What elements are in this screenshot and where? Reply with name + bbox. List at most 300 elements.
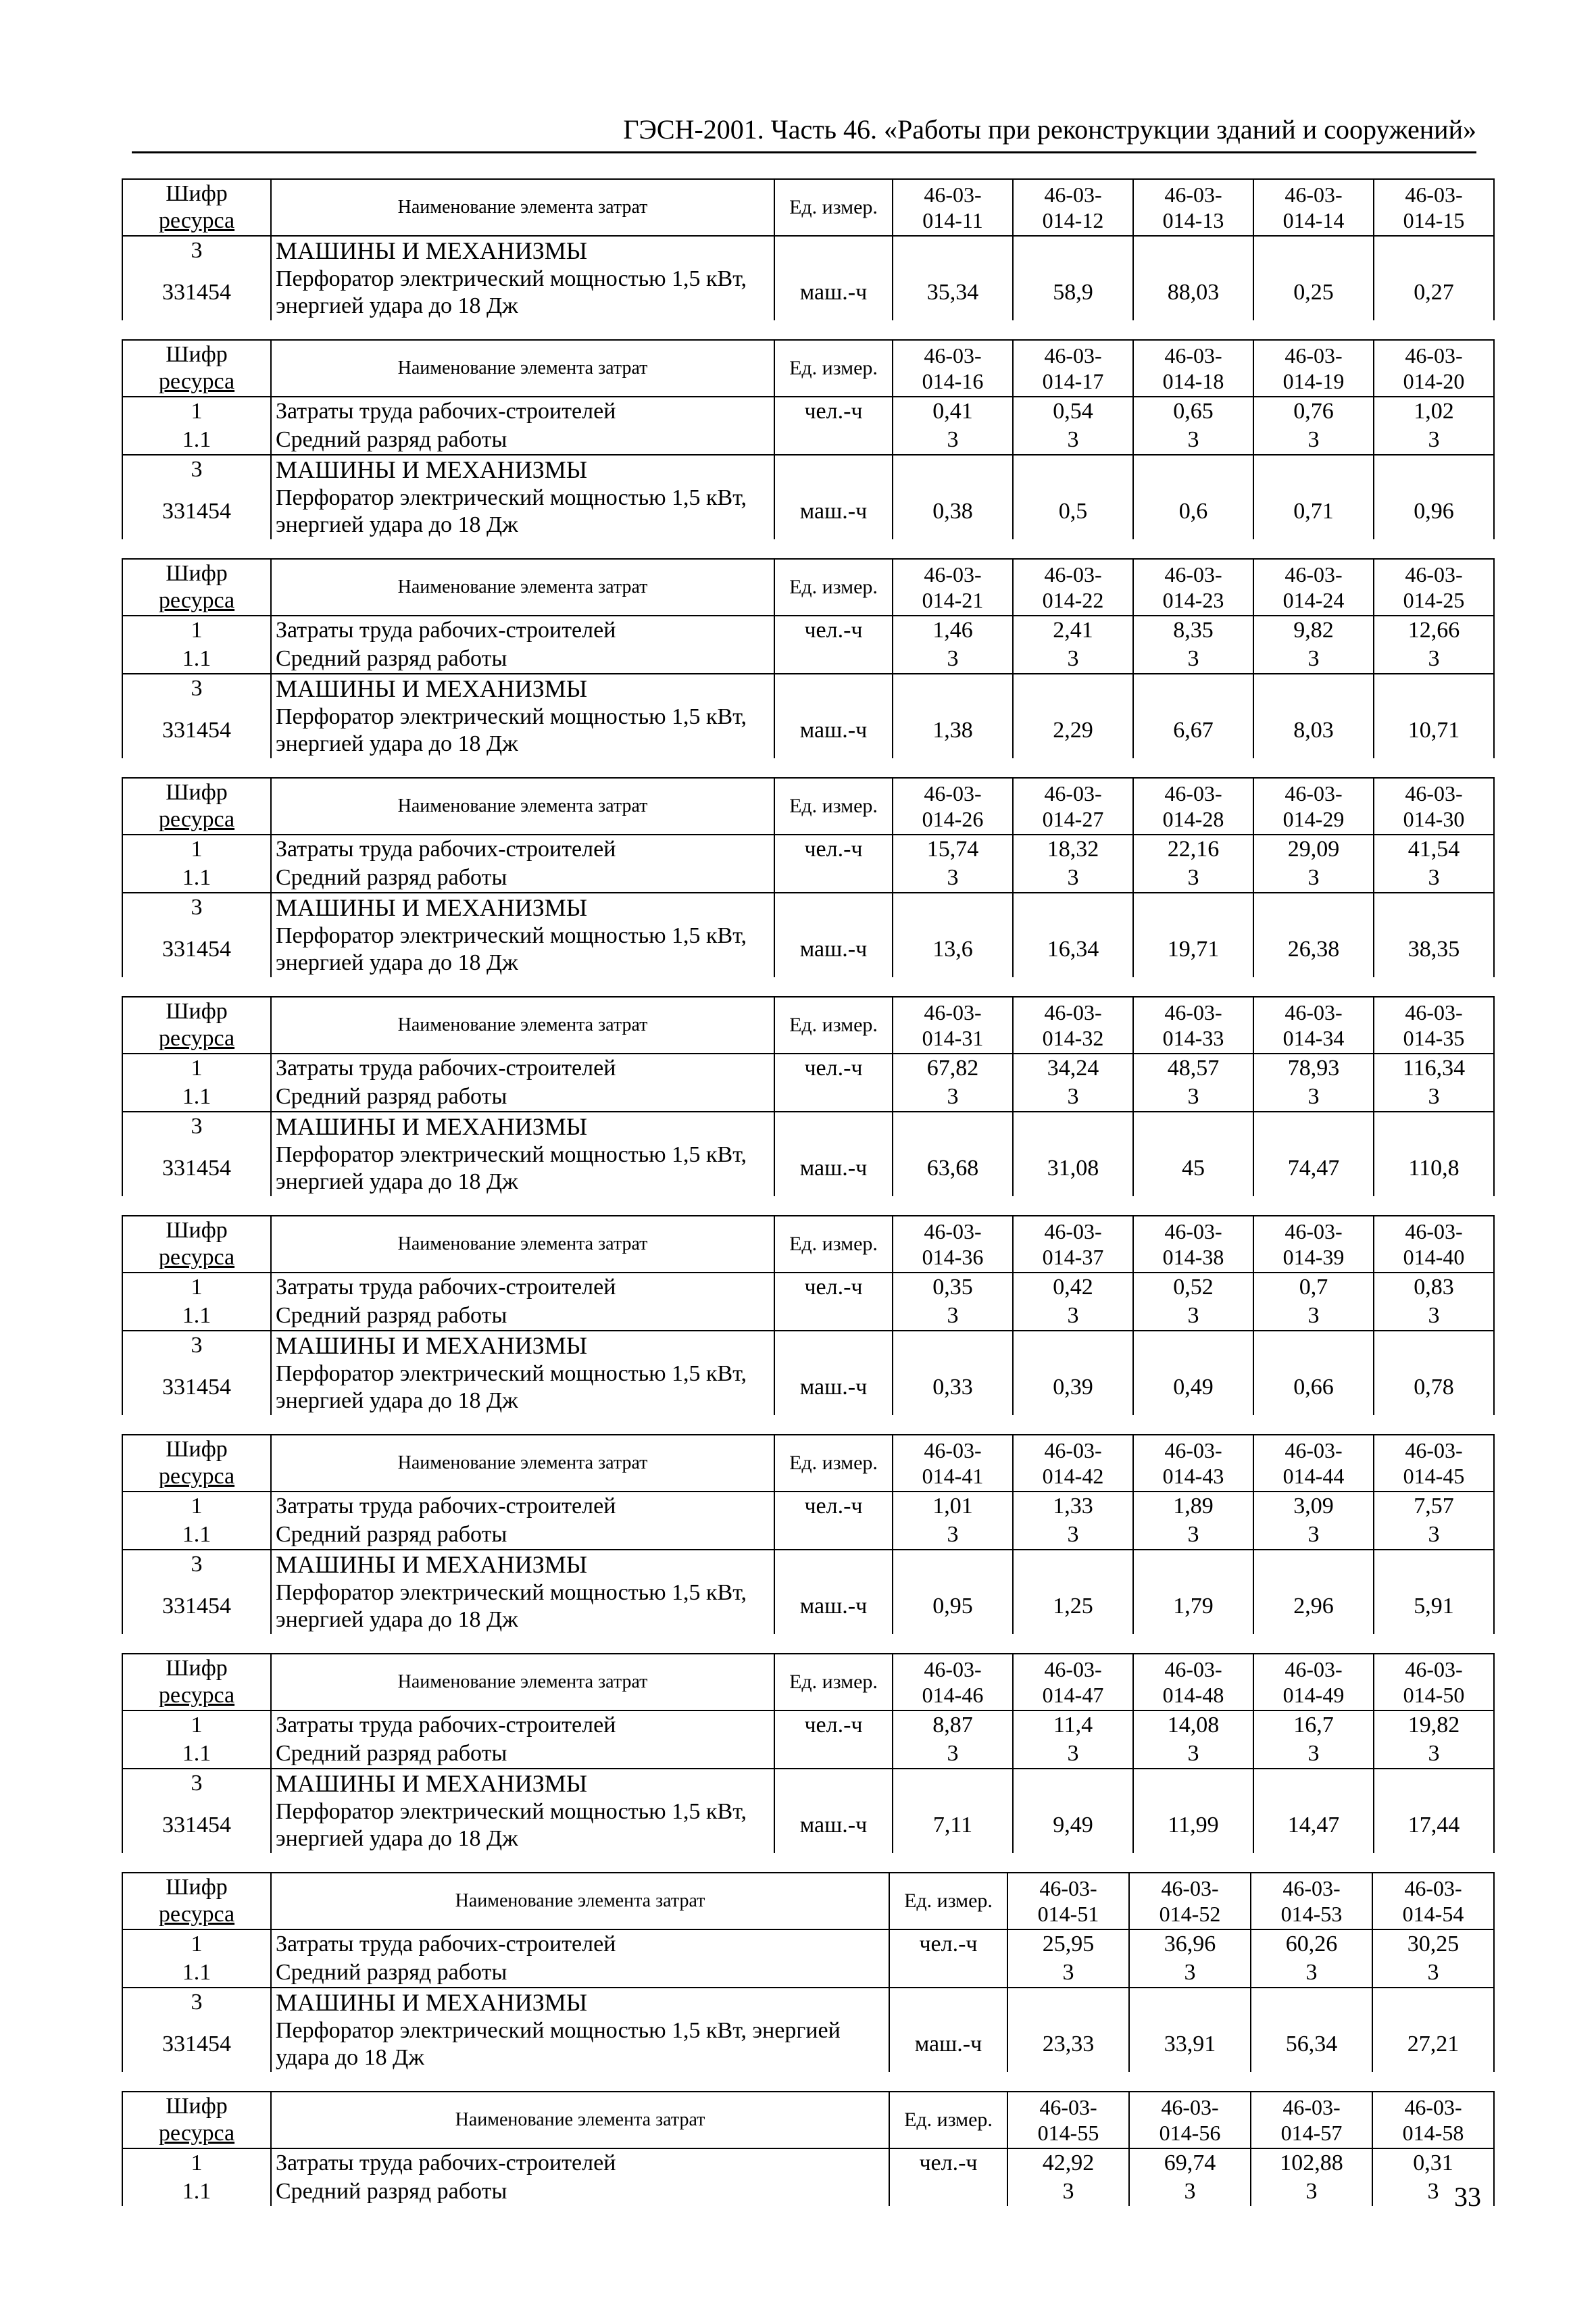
cell-value: 3 [1253, 1740, 1374, 1769]
norm-code-part1: 46-03- [924, 182, 982, 207]
norm-code-part1: 46-03- [1044, 562, 1102, 587]
table-header-row [122, 997, 1494, 1054]
cell-value: 3 [1374, 1521, 1494, 1550]
cell-unit [889, 1988, 1007, 2017]
table-row [122, 864, 1494, 893]
cell-value: 45 [1133, 1141, 1253, 1196]
cell-value: 3 [1253, 1302, 1374, 1331]
cell-value: 3 [1133, 426, 1253, 455]
norm-code-part2: 014-26 [922, 807, 984, 831]
header-name: Наименование элемента затрат [271, 179, 774, 236]
header-norm-code [893, 1654, 1013, 1710]
norm-code-part2: 014-14 [1282, 208, 1345, 232]
cell-value: 3 [893, 1740, 1013, 1769]
norm-code-part1: 46-03- [924, 562, 982, 587]
header-code-line2: ресурса [158, 807, 235, 832]
cell-name: МАШИНЫ И МЕХАНИЗМЫ [271, 1112, 774, 1141]
cell-name: Затраты труда рабочих-строителей [271, 835, 774, 864]
header-norm-code [1374, 559, 1494, 616]
header-code-line1: Шифр [166, 1437, 228, 1462]
cell-value [1013, 1550, 1133, 1579]
header-norm-code [1374, 179, 1494, 236]
cell-unit: маш.-ч [774, 1141, 893, 1196]
cell-name: Затраты труда рабочих-строителей [271, 1492, 774, 1521]
cell-unit [774, 1331, 893, 1360]
norm-table [122, 996, 1495, 1196]
norm-table [122, 1434, 1495, 1634]
header-norm-code [1133, 179, 1253, 236]
cell-name: Затраты труда рабочих-строителей [271, 616, 774, 645]
table-row [122, 397, 1494, 426]
header-name: Наименование элемента затрат [271, 1435, 774, 1492]
cell-name: Перфоратор электрический мощностью 1,5 кВт, энергией удара до 18 Дж [271, 1579, 774, 1634]
cell-value [1253, 674, 1374, 703]
norm-code-part1: 46-03- [1164, 781, 1222, 806]
norm-code-part2: 014-55 [1037, 2121, 1099, 2145]
norm-code-part1: 46-03- [1044, 343, 1102, 368]
table-row [122, 645, 1494, 674]
norm-code-part1: 46-03- [1285, 1219, 1343, 1244]
cell-value [1374, 893, 1494, 922]
cell-value: 58,9 [1013, 265, 1133, 320]
cell-value: 9,49 [1013, 1798, 1133, 1853]
cell-value: 3 [1253, 1083, 1374, 1112]
cell-value [893, 674, 1013, 703]
cell-value [1013, 893, 1133, 922]
cell-value [1013, 674, 1133, 703]
header-norm-code [1013, 340, 1133, 397]
header-name: Наименование элемента затрат [271, 1654, 774, 1710]
header-norm-code [1013, 1435, 1133, 1492]
cell-value: 3 [1372, 1959, 1494, 1988]
cell-name: Затраты труда рабочих-строителей [271, 1054, 774, 1083]
norm-code-part2: 014-48 [1162, 1683, 1224, 1707]
cell-code: 1 [122, 397, 271, 426]
cell-value: 30,25 [1372, 1929, 1494, 1959]
cell-value: 0,95 [893, 1579, 1013, 1634]
cell-value [1374, 1769, 1494, 1798]
norm-code-part1: 46-03- [1405, 1657, 1463, 1681]
cell-code: 3 [122, 1550, 271, 1579]
norm-code-part2: 014-40 [1403, 1245, 1465, 1269]
norm-code-part2: 014-18 [1162, 369, 1224, 393]
table-row [122, 426, 1494, 455]
cell-value: 1,38 [893, 703, 1013, 758]
cell-value: 3 [1129, 1959, 1251, 1988]
cell-name: Затраты труда рабочих-строителей [271, 1273, 774, 1302]
table-row [122, 265, 1494, 320]
cell-value: 3 [1013, 864, 1133, 893]
cell-value: 3 [893, 645, 1013, 674]
norm-code-part1: 46-03- [1161, 2095, 1219, 2119]
norm-table [122, 1653, 1495, 1853]
header-unit: Ед. измер. [774, 179, 893, 236]
norm-table [122, 339, 1495, 539]
norm-table [122, 2091, 1495, 2206]
norm-code-part2: 014-37 [1042, 1245, 1104, 1269]
cell-value: 0,66 [1253, 1360, 1374, 1415]
norm-code-part1: 46-03- [924, 1219, 982, 1244]
cell-name: Средний разряд работы [271, 2177, 889, 2206]
cell-name: Затраты труда рабочих-строителей [271, 1929, 889, 1959]
norm-code-part1: 46-03- [1161, 1876, 1219, 1900]
header-unit: Ед. измер. [774, 1654, 893, 1710]
header-norm-code [1013, 778, 1133, 835]
norm-code-part2: 014-35 [1403, 1026, 1465, 1050]
norm-code-part1: 46-03- [1164, 1219, 1222, 1244]
table-row [122, 1492, 1494, 1521]
cell-value: 0,78 [1374, 1360, 1494, 1415]
cell-value [1374, 1112, 1494, 1141]
cell-unit: маш.-ч [889, 2017, 1007, 2072]
norm-code-part2: 014-52 [1159, 1902, 1221, 1926]
header-unit: Ед. измер. [774, 340, 893, 397]
norm-code-part1: 46-03- [1044, 1438, 1102, 1462]
cell-value: 3 [1374, 1740, 1494, 1769]
norm-table [122, 1872, 1495, 2072]
table-row [122, 616, 1494, 645]
table-header-row [122, 1216, 1494, 1273]
cell-unit [774, 426, 893, 455]
cell-code: 3 [122, 1988, 271, 2017]
cell-value: 3 [1253, 645, 1374, 674]
table-row [122, 1710, 1494, 1740]
cell-value: 14,08 [1133, 1710, 1253, 1740]
cell-value: 3 [1251, 2177, 1372, 2206]
cell-unit [774, 1740, 893, 1769]
cell-unit [774, 1769, 893, 1798]
norm-code-part1: 46-03- [1044, 182, 1102, 207]
cell-value: 67,82 [893, 1054, 1013, 1083]
norm-code-part1: 46-03- [1404, 2095, 1462, 2119]
norm-code-part1: 46-03- [1282, 2095, 1341, 2119]
cell-name: Перфоратор электрический мощностью 1,5 кВт, энергией удара до 18 Дж [271, 1141, 774, 1196]
cell-value [1013, 1331, 1133, 1360]
header-code-line1: Шифр [166, 1218, 228, 1243]
cell-value: 1,46 [893, 616, 1013, 645]
header-norm-code [893, 179, 1013, 236]
cell-code: 3 [122, 674, 271, 703]
cell-value: 7,11 [893, 1798, 1013, 1853]
header-norm-code [893, 997, 1013, 1054]
cell-value: 3 [1251, 1959, 1372, 1988]
header-norm-code [1253, 559, 1374, 616]
table-row [122, 1141, 1494, 1196]
norm-code-part2: 014-45 [1403, 1464, 1465, 1488]
cell-unit: маш.-ч [774, 922, 893, 977]
cell-name: Затраты труда рабочих-строителей [271, 1710, 774, 1740]
norm-code-part1: 46-03- [1164, 182, 1222, 207]
cell-value: 3 [1374, 1302, 1494, 1331]
header-name: Наименование элемента затрат [271, 559, 774, 616]
cell-code: 1 [122, 1273, 271, 1302]
cell-value: 5,91 [1374, 1579, 1494, 1634]
cell-value: 3 [893, 864, 1013, 893]
norm-code-part1: 46-03- [1405, 343, 1463, 368]
norm-code-part2: 014-54 [1402, 1902, 1464, 1926]
cell-name: Перфоратор электрический мощностью 1,5 кВт, энергией удара до 18 Дж [271, 1360, 774, 1415]
norm-code-part2: 014-25 [1403, 588, 1465, 612]
cell-value: 1,33 [1013, 1492, 1133, 1521]
cell-value: 0,49 [1133, 1360, 1253, 1415]
norm-code-part2: 014-46 [922, 1683, 984, 1707]
table-row [122, 1054, 1494, 1083]
table-row [122, 1959, 1494, 1988]
cell-value [1374, 236, 1494, 265]
cell-value: 2,41 [1013, 616, 1133, 645]
cell-unit: чел.-ч [774, 397, 893, 426]
table-row [122, 1521, 1494, 1550]
cell-value: 35,34 [893, 265, 1013, 320]
table-row [122, 236, 1494, 265]
norm-code-part2: 014-19 [1282, 369, 1345, 393]
norm-code-part2: 014-43 [1162, 1464, 1224, 1488]
page-header: ГЭСН-2001. Часть 46. «Работы при реконструкции зданий и сооружений» [132, 114, 1476, 153]
cell-name: Средний разряд работы [271, 1959, 889, 1988]
cell-value [1133, 1769, 1253, 1798]
cell-value: 63,68 [893, 1141, 1013, 1196]
norms-tables [122, 178, 1493, 2225]
norm-code-part1: 46-03- [1039, 2095, 1097, 2119]
cell-code: 3 [122, 1769, 271, 1798]
cell-value: 0,83 [1374, 1273, 1494, 1302]
cell-code: 3 [122, 455, 271, 484]
cell-name: Перфоратор электрический мощностью 1,5 кВт, энергией удара до 18 Дж [271, 484, 774, 539]
norm-code-part1: 46-03- [1044, 781, 1102, 806]
cell-value: 48,57 [1133, 1054, 1253, 1083]
norm-code-part2: 014-15 [1403, 208, 1465, 232]
cell-name: МАШИНЫ И МЕХАНИЗМЫ [271, 893, 774, 922]
cell-name: Перфоратор электрический мощностью 1,5 кВт, энергией удара до 18 Дж [271, 265, 774, 320]
header-norm-code [893, 1216, 1013, 1273]
cell-code: 331454 [122, 922, 271, 977]
norm-code-part1: 46-03- [924, 1000, 982, 1025]
cell-name: МАШИНЫ И МЕХАНИЗМЫ [271, 455, 774, 484]
cell-code: 1 [122, 1710, 271, 1740]
cell-value: 19,71 [1133, 922, 1253, 977]
cell-value [1251, 1988, 1372, 2017]
cell-value: 38,35 [1374, 922, 1494, 977]
header-code-line2: ресурса [158, 588, 235, 613]
norm-code-part1: 46-03- [1285, 781, 1343, 806]
cell-value [893, 1331, 1013, 1360]
header-norm-code [1133, 778, 1253, 835]
cell-value [1133, 893, 1253, 922]
cell-value: 3 [1013, 645, 1133, 674]
cell-name: Затраты труда рабочих-строителей [271, 2148, 889, 2177]
cell-value [893, 893, 1013, 922]
header-code-line2: ресурса [158, 1245, 235, 1270]
norm-code-part2: 014-32 [1042, 1026, 1104, 1050]
cell-value: 1,02 [1374, 397, 1494, 426]
cell-name: Средний разряд работы [271, 645, 774, 674]
cell-value: 0,52 [1133, 1273, 1253, 1302]
table-row [122, 1988, 1494, 2017]
cell-value: 3 [1253, 864, 1374, 893]
cell-value: 16,7 [1253, 1710, 1374, 1740]
table-row [122, 2148, 1494, 2177]
header-norm-code [1251, 2092, 1372, 2148]
cell-name: Средний разряд работы [271, 1740, 774, 1769]
cell-value: 3 [1133, 1740, 1253, 1769]
cell-value [1133, 1331, 1253, 1360]
cell-value: 6,67 [1133, 703, 1253, 758]
table-row [122, 674, 1494, 703]
header-norm-code [1253, 1216, 1374, 1273]
cell-value: 3 [1374, 426, 1494, 455]
cell-value: 3 [1013, 1740, 1133, 1769]
table-row [122, 1360, 1494, 1415]
cell-value: 26,38 [1253, 922, 1374, 977]
norm-code-part1: 46-03- [1285, 1438, 1343, 1462]
cell-value: 2,96 [1253, 1579, 1374, 1634]
header-code-line2: ресурса [158, 1464, 235, 1489]
header-code-line1: Шифр [166, 2094, 228, 2119]
header-norm-code [1133, 1216, 1253, 1273]
cell-value: 0,76 [1253, 397, 1374, 426]
header-code [122, 1435, 271, 1492]
cell-value: 3 [893, 1302, 1013, 1331]
cell-value: 3 [1013, 1521, 1133, 1550]
header-code-line1: Шифр [166, 342, 228, 367]
cell-unit: чел.-ч [774, 1054, 893, 1083]
cell-value [1374, 1331, 1494, 1360]
table-row [122, 922, 1494, 977]
cell-value: 3 [1133, 1302, 1253, 1331]
cell-name: МАШИНЫ И МЕХАНИЗМЫ [271, 1769, 774, 1798]
header-norm-code [1253, 179, 1374, 236]
cell-value: 3,09 [1253, 1492, 1374, 1521]
header-norm-code [1374, 340, 1494, 397]
header-norm-code [1251, 1873, 1372, 1929]
table-header-row [122, 778, 1494, 835]
cell-value: 0,38 [893, 484, 1013, 539]
cell-value [1133, 1112, 1253, 1141]
cell-value [1253, 1331, 1374, 1360]
cell-value: 56,34 [1251, 2017, 1372, 2072]
header-norm-code [1013, 559, 1133, 616]
cell-code: 1.1 [122, 1740, 271, 1769]
cell-value: 25,95 [1007, 1929, 1129, 1959]
cell-unit [774, 1112, 893, 1141]
norm-code-part1: 46-03- [924, 1657, 982, 1681]
cell-code: 1.1 [122, 1083, 271, 1112]
cell-value: 0,6 [1133, 484, 1253, 539]
cell-value: 14,47 [1253, 1798, 1374, 1853]
cell-value [1133, 236, 1253, 265]
cell-name: Средний разряд работы [271, 1302, 774, 1331]
norm-code-part2: 014-39 [1282, 1245, 1345, 1269]
cell-name: Средний разряд работы [271, 1521, 774, 1550]
header-name: Наименование элемента затрат [271, 1873, 889, 1929]
cell-value [1372, 1988, 1494, 2017]
cell-value: 42,92 [1007, 2148, 1129, 2177]
cell-value: 116,34 [1374, 1054, 1494, 1083]
header-norm-code [1374, 778, 1494, 835]
header-norm-code [893, 559, 1013, 616]
table-row [122, 2017, 1494, 2072]
header-code [122, 179, 271, 236]
cell-value [1133, 674, 1253, 703]
cell-code: 1.1 [122, 426, 271, 455]
cell-code: 1 [122, 1929, 271, 1959]
norm-code-part1: 46-03- [1044, 1000, 1102, 1025]
norm-code-part2: 014-49 [1282, 1683, 1345, 1707]
cell-value: 3 [1253, 1521, 1374, 1550]
norm-code-part1: 46-03- [1405, 562, 1463, 587]
cell-value [1374, 674, 1494, 703]
cell-unit: чел.-ч [889, 2148, 1007, 2177]
header-name: Наименование элемента затрат [271, 1216, 774, 1273]
norm-code-part1: 46-03- [1405, 1438, 1463, 1462]
cell-value [1253, 1550, 1374, 1579]
header-unit: Ед. измер. [889, 1873, 1007, 1929]
cell-value [1253, 236, 1374, 265]
norm-code-part2: 014-56 [1159, 2121, 1221, 2145]
cell-value: 36,96 [1129, 1929, 1251, 1959]
cell-name: Средний разряд работы [271, 1083, 774, 1112]
cell-value [1013, 455, 1133, 484]
header-unit: Ед. измер. [774, 1435, 893, 1492]
table-row [122, 1302, 1494, 1331]
norm-code-part1: 46-03- [924, 781, 982, 806]
header-code [122, 997, 271, 1054]
table-header-row [122, 2092, 1494, 2148]
table-row [122, 1112, 1494, 1141]
cell-value: 8,35 [1133, 616, 1253, 645]
header-norm-code [1253, 1654, 1374, 1710]
norm-code-part2: 014-17 [1042, 369, 1104, 393]
cell-value: 8,03 [1253, 703, 1374, 758]
header-norm-code [1129, 2092, 1251, 2148]
cell-value: 16,34 [1013, 922, 1133, 977]
norm-code-part2: 014-38 [1162, 1245, 1224, 1269]
cell-value: 3 [1133, 645, 1253, 674]
norm-code-part1: 46-03- [1164, 343, 1222, 368]
norm-code-part2: 014-29 [1282, 807, 1345, 831]
cell-value: 0,54 [1013, 397, 1133, 426]
norm-code-part2: 014-21 [922, 588, 984, 612]
cell-value: 3 [1013, 1083, 1133, 1112]
header-name: Наименование элемента затрат [271, 2092, 889, 2148]
header-unit: Ед. измер. [774, 997, 893, 1054]
header-code-line2: ресурса [158, 1026, 235, 1051]
header-norm-code [1013, 1654, 1133, 1710]
cell-unit [774, 455, 893, 484]
cell-value: 0,41 [893, 397, 1013, 426]
cell-value: 8,87 [893, 1710, 1013, 1740]
cell-unit [889, 2177, 1007, 2206]
cell-value: 0,71 [1253, 484, 1374, 539]
cell-value: 41,54 [1374, 835, 1494, 864]
cell-code: 1 [122, 616, 271, 645]
norm-code-part1: 46-03- [1164, 562, 1222, 587]
header-code [122, 340, 271, 397]
norm-code-part1: 46-03- [1405, 182, 1463, 207]
cell-value [1007, 1988, 1129, 2017]
norm-code-part2: 014-47 [1042, 1683, 1104, 1707]
cell-value: 3 [1129, 2177, 1251, 2206]
norm-code-part2: 014-31 [922, 1026, 984, 1050]
cell-value: 1,01 [893, 1492, 1013, 1521]
table-row [122, 2177, 1494, 2206]
cell-unit [774, 893, 893, 922]
table-row [122, 1273, 1494, 1302]
cell-code: 331454 [122, 1579, 271, 1634]
cell-value: 1,79 [1133, 1579, 1253, 1634]
cell-value: 2,29 [1013, 703, 1133, 758]
table-row [122, 1083, 1494, 1112]
